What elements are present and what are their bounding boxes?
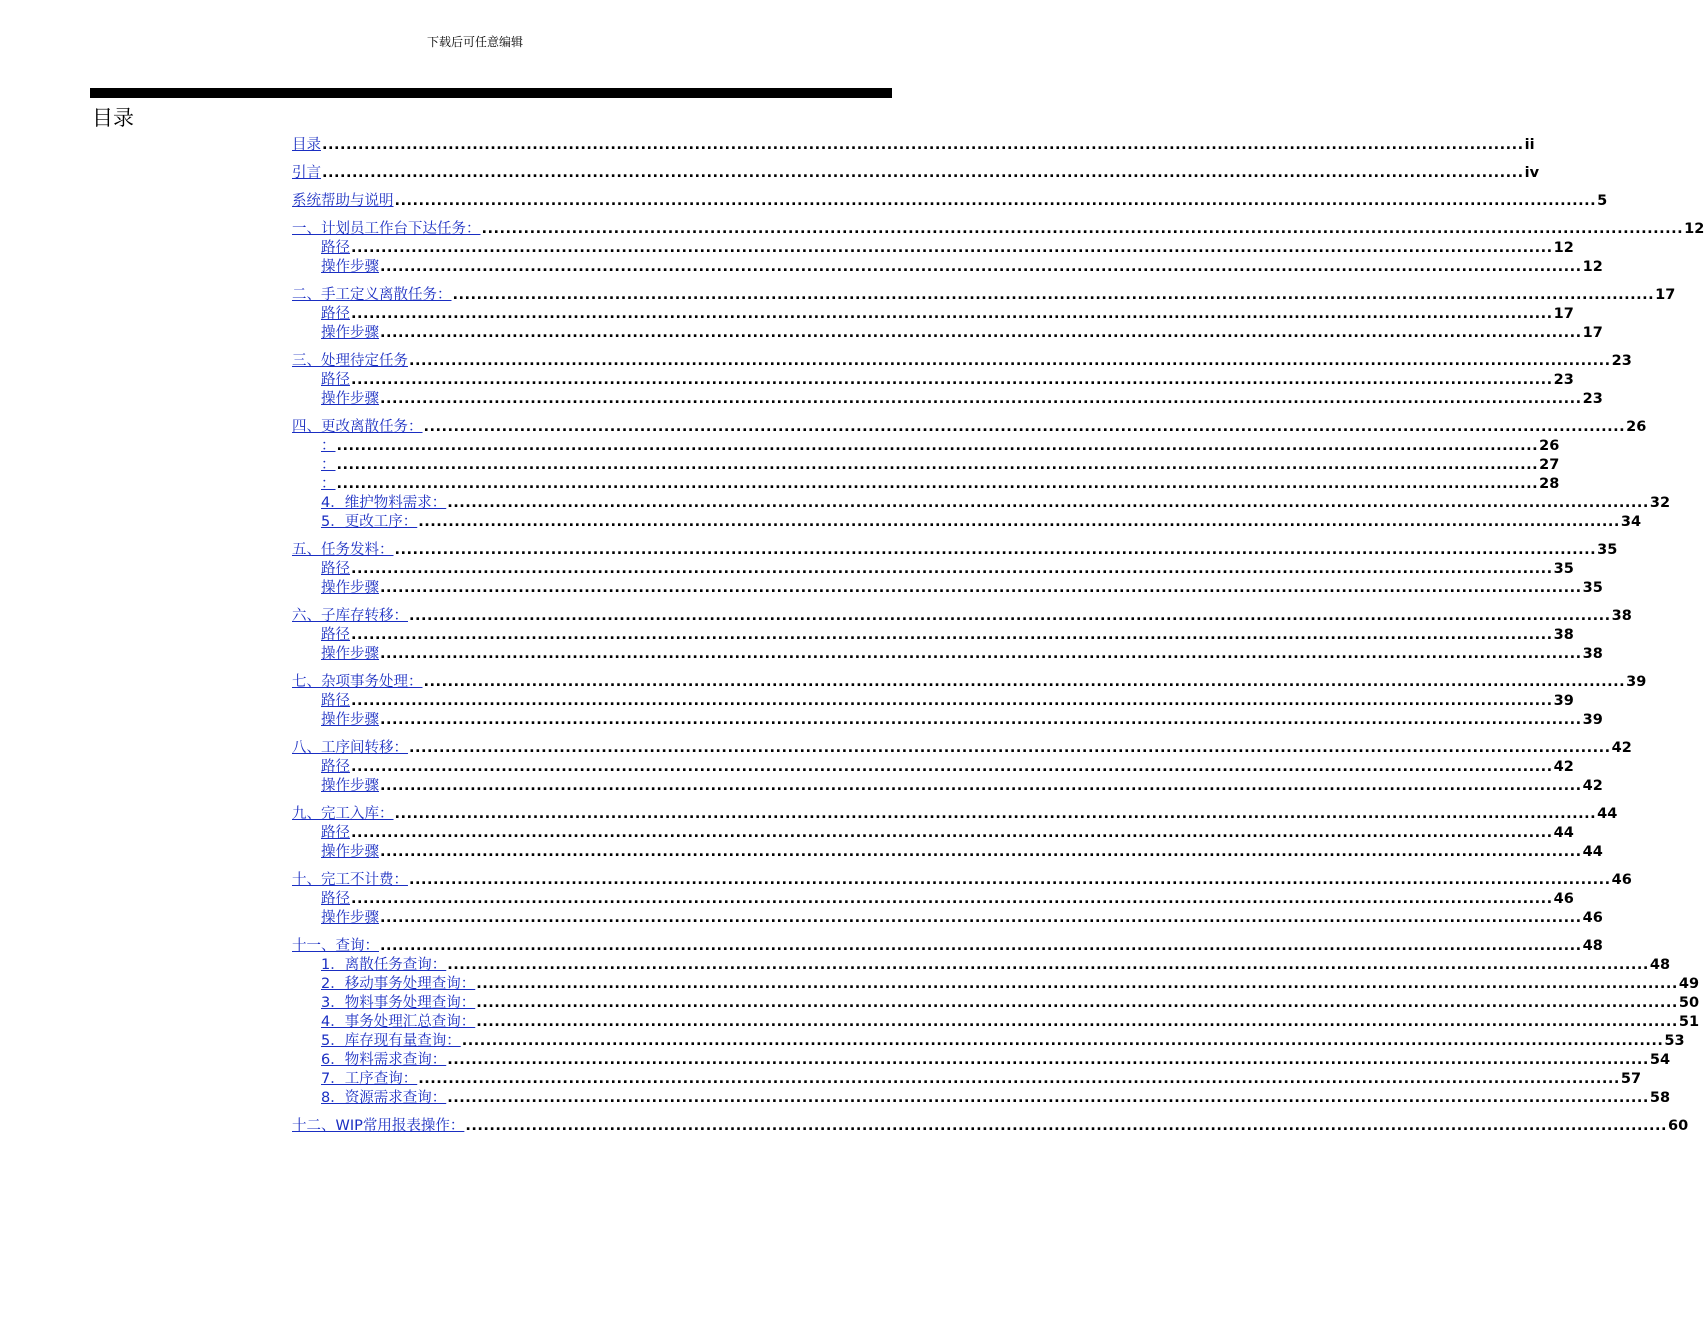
toc-entry xyxy=(292,1117,1689,1136)
dot-leader: ........................................................................................................................................................................................................ xyxy=(380,712,1582,728)
toc-page-number: 60 xyxy=(1668,1118,1689,1134)
toc-subentry xyxy=(292,692,1574,711)
toc-subentry xyxy=(292,579,1603,598)
toc-page-number: iv xyxy=(1524,165,1540,181)
toc-page-number: 53 xyxy=(1664,1033,1685,1049)
toc-subentry xyxy=(292,1013,1700,1032)
toc-page-number: 46 xyxy=(1582,910,1603,926)
dot-leader: ........................................................................................................................................................................................................ xyxy=(409,353,1611,369)
toc-entry xyxy=(292,937,1603,956)
toc-page-number: 48 xyxy=(1649,957,1671,973)
table-of-contents xyxy=(292,136,1704,1136)
toc-subentry xyxy=(292,956,1671,975)
toc-page-number: 32 xyxy=(1649,495,1671,511)
toc-page-number: 42 xyxy=(1611,740,1632,756)
toc-page-number: 26 xyxy=(1626,419,1647,435)
toc-entry-link[interactable]: 操作步骤 xyxy=(321,844,379,860)
toc-entry-link[interactable]: 3．物料事务处理查询： xyxy=(321,995,476,1011)
toc-subentry xyxy=(292,890,1574,909)
toc-page-number: 42 xyxy=(1553,759,1574,775)
toc-entry xyxy=(292,739,1632,758)
toc-entry-link[interactable]: 五、任务发料： xyxy=(292,542,394,558)
dot-leader: ........................................................................................................................................................................................................ xyxy=(380,580,1582,596)
toc-page-number: 17 xyxy=(1553,306,1574,322)
toc-entry-link[interactable]: 操作步骤 xyxy=(321,646,379,662)
dot-leader: ........................................................................................................................................................................................................ xyxy=(418,514,1620,530)
toc-entry xyxy=(292,541,1618,560)
toc-entry-link[interactable]: 路径 xyxy=(321,825,350,841)
toc-page-number: 42 xyxy=(1582,778,1603,794)
dot-leader: ........................................................................................................................................................................................................ xyxy=(380,844,1582,860)
toc-entry xyxy=(292,871,1632,890)
toc-page-number: 39 xyxy=(1626,674,1647,690)
toc-subentry xyxy=(292,626,1574,645)
toc-subentry xyxy=(292,390,1603,409)
dot-leader: ........................................................................................................................................................................................................ xyxy=(476,1014,1678,1030)
toc-entry-link[interactable]: 九、完工入库： xyxy=(292,806,394,822)
toc-page-number: 38 xyxy=(1611,608,1632,624)
toc-title: 目录 xyxy=(92,106,134,130)
toc-page-number: 38 xyxy=(1553,627,1574,643)
toc-subentry xyxy=(292,305,1574,324)
dot-leader: ........................................................................................................................................................................................................ xyxy=(447,957,1649,973)
toc-entry-link[interactable]: 4．事务处理汇总查询： xyxy=(321,1014,476,1030)
toc-page-number: ii xyxy=(1524,137,1535,153)
toc-page-number: 54 xyxy=(1649,1052,1671,1068)
toc-entry-link[interactable]: 5．更改工序： xyxy=(321,514,418,530)
dot-leader: ........................................................................................................................................................................................................ xyxy=(394,542,1597,558)
dot-leader: ........................................................................................................................................................................................................ xyxy=(423,419,1626,435)
toc-page-number: 44 xyxy=(1582,844,1603,860)
toc-entry-link[interactable]: 一、计划员工作台下达任务： xyxy=(292,221,481,237)
toc-entry-link[interactable]: 八、工序间转移： xyxy=(292,740,408,756)
toc-entry xyxy=(292,192,1608,211)
toc-entry-link[interactable]: 引言 xyxy=(292,165,321,181)
toc-subentry xyxy=(292,843,1603,862)
toc-entry xyxy=(292,607,1632,626)
toc-page-number: 23 xyxy=(1582,391,1603,407)
toc-subentry xyxy=(292,758,1574,777)
toc-subentry xyxy=(292,1051,1671,1070)
dot-leader: ........................................................................................................................................................................................................ xyxy=(461,1033,1664,1049)
dot-leader: ........................................................................................................................................................................................................ xyxy=(394,193,1597,209)
toc-page-number: 57 xyxy=(1620,1071,1642,1087)
dot-leader: ........................................................................................................................................................................................................ xyxy=(380,778,1582,794)
toc-entry-link[interactable]: ： xyxy=(321,438,336,454)
toc-entry xyxy=(292,164,1540,183)
dot-leader: ........................................................................................................................................................................................................ xyxy=(418,1071,1620,1087)
toc-page-number: 38 xyxy=(1582,646,1603,662)
toc-page-number: 23 xyxy=(1553,372,1574,388)
dot-leader: ........................................................................................................................................................................................................ xyxy=(447,1052,1649,1068)
dot-leader: ........................................................................................................................................................................................................ xyxy=(409,872,1611,888)
toc-entry-link[interactable]: ： xyxy=(321,476,336,492)
toc-subentry xyxy=(292,371,1574,390)
toc-entry-link[interactable]: 操作步骤 xyxy=(321,391,379,407)
toc-entry-link[interactable]: ： xyxy=(321,457,336,473)
toc-page-number: 17 xyxy=(1582,325,1603,341)
toc-entry-link[interactable]: 操作步骤 xyxy=(321,325,379,341)
toc-entry-link[interactable]: 十、完工不计费： xyxy=(292,872,408,888)
dot-leader: ........................................................................................................................................................................................................ xyxy=(351,891,1553,907)
toc-subentry xyxy=(292,324,1603,343)
toc-subentry xyxy=(292,513,1642,532)
dot-leader: ........................................................................................................................................................................................................ xyxy=(465,1118,1668,1134)
dot-leader: ........................................................................................................................................................................................................ xyxy=(336,438,1539,454)
toc-entry-link[interactable]: 路径 xyxy=(321,240,350,256)
dot-leader: ........................................................................................................................................................................................................ xyxy=(351,372,1553,388)
dot-leader: ........................................................................................................................................................................................................ xyxy=(409,740,1611,756)
toc-page-number: 44 xyxy=(1553,825,1574,841)
toc-entry-link[interactable]: 路径 xyxy=(321,306,350,322)
toc-entry-link[interactable]: 六、子库存转移： xyxy=(292,608,408,624)
dot-leader: ........................................................................................................................................................................................................ xyxy=(380,910,1582,926)
toc-entry-link[interactable]: 路径 xyxy=(321,693,350,709)
dot-leader: ........................................................................................................................................................................................................ xyxy=(394,806,1597,822)
dot-leader: ........................................................................................................................................................................................................ xyxy=(351,759,1553,775)
toc-page-number: 5 xyxy=(1597,193,1608,209)
toc-page-number: 12 xyxy=(1684,221,1704,237)
dot-leader: ........................................................................................................................................................................................................ xyxy=(452,287,1655,303)
toc-page-number: 51 xyxy=(1678,1014,1700,1030)
toc-entry-link[interactable]: 8．资源需求查询： xyxy=(321,1090,447,1106)
toc-page-number: 35 xyxy=(1597,542,1618,558)
toc-page-number: 48 xyxy=(1582,938,1603,954)
toc-page-number: 49 xyxy=(1678,976,1700,992)
toc-subentry xyxy=(292,824,1574,843)
toc-entry-link[interactable]: 操作步骤 xyxy=(321,778,379,794)
header-note: 下载后可任意编辑 xyxy=(426,35,523,49)
toc-subentry xyxy=(292,909,1603,928)
toc-entry-link[interactable]: 四、更改离散任务： xyxy=(292,419,423,435)
toc-subentry xyxy=(292,1070,1642,1089)
toc-entry-link[interactable]: 路径 xyxy=(321,627,350,643)
toc-entry-link[interactable]: 操作步骤 xyxy=(321,580,379,596)
dot-leader: ........................................................................................................................................................................................................ xyxy=(447,1090,1649,1106)
toc-page-number: 39 xyxy=(1582,712,1603,728)
toc-page-number: 50 xyxy=(1678,995,1700,1011)
toc-entry-link[interactable]: 路径 xyxy=(321,372,350,388)
toc-entry-link[interactable]: 目录 xyxy=(292,137,321,153)
toc-subentry xyxy=(292,777,1603,796)
toc-page-number: 12 xyxy=(1553,240,1574,256)
toc-page-number: 26 xyxy=(1539,438,1560,454)
toc-entry-link[interactable]: 操作步骤 xyxy=(321,259,379,275)
dot-leader: ........................................................................................................................................................................................................ xyxy=(336,476,1539,492)
toc-page-number: 44 xyxy=(1597,806,1618,822)
toc-subentry xyxy=(292,494,1671,513)
dot-leader: ........................................................................................................................................................................................................ xyxy=(351,825,1553,841)
toc-page-number: 12 xyxy=(1582,259,1603,275)
toc-entry-link[interactable]: 操作步骤 xyxy=(321,910,379,926)
toc-entry-link[interactable]: 1．离散任务查询： xyxy=(321,957,447,973)
toc-subentry xyxy=(292,711,1603,730)
dot-leader: ........................................................................................................................................................................................................ xyxy=(481,221,1684,237)
toc-entry-link[interactable]: 路径 xyxy=(321,561,350,577)
dot-leader: ........................................................................................................................................................................................................ xyxy=(380,259,1582,275)
toc-subentry xyxy=(292,437,1560,456)
toc-page-number: 46 xyxy=(1611,872,1632,888)
dot-leader: ........................................................................................................................................................................................................ xyxy=(476,976,1678,992)
toc-page-number: 34 xyxy=(1620,514,1642,530)
toc-entry xyxy=(292,352,1632,371)
toc-page-number: 23 xyxy=(1611,353,1632,369)
toc-page-number: 35 xyxy=(1553,561,1574,577)
dot-leader: ........................................................................................................................................................................................................ xyxy=(322,137,1524,153)
toc-entry-link[interactable]: 二、手工定义离散任务： xyxy=(292,287,452,303)
toc-entry-link[interactable]: 三、处理待定任务 xyxy=(292,353,408,369)
toc-subentry xyxy=(292,475,1560,494)
toc-entry xyxy=(292,220,1704,239)
dot-leader: ........................................................................................................................................................................................................ xyxy=(351,693,1553,709)
toc-entry-link[interactable]: 十二、WIP常用报表操作： xyxy=(292,1118,465,1134)
toc-subentry xyxy=(292,994,1700,1013)
toc-entry-link[interactable]: 5．库存现有量查询： xyxy=(321,1033,461,1049)
toc-page-number: 39 xyxy=(1553,693,1574,709)
toc-subentry xyxy=(292,456,1560,475)
dot-leader: ........................................................................................................................................................................................................ xyxy=(351,240,1553,256)
dot-leader: ........................................................................................................................................................................................................ xyxy=(380,391,1582,407)
toc-entry xyxy=(292,136,1535,155)
toc-entry-link[interactable]: 七、杂项事务处理： xyxy=(292,674,423,690)
toc-entry xyxy=(292,805,1618,824)
heading-rule xyxy=(90,88,892,98)
dot-leader: ........................................................................................................................................................................................................ xyxy=(336,457,1539,473)
toc-entry-link[interactable]: 4．维护物料需求： xyxy=(321,495,447,511)
toc-entry-link[interactable]: 路径 xyxy=(321,759,350,775)
dot-leader: ........................................................................................................................................................................................................ xyxy=(447,495,1649,511)
toc-entry-link[interactable]: 系统帮助与说明 xyxy=(292,193,394,209)
toc-page-number: 27 xyxy=(1539,457,1560,473)
toc-subentry xyxy=(292,560,1574,579)
dot-leader: ........................................................................................................................................................................................................ xyxy=(380,938,1582,954)
dot-leader: ........................................................................................................................................................................................................ xyxy=(322,165,1524,181)
toc-entry-link[interactable]: 操作步骤 xyxy=(321,712,379,728)
dot-leader: ........................................................................................................................................................................................................ xyxy=(380,325,1582,341)
toc-entry-link[interactable]: 路径 xyxy=(321,891,350,907)
toc-subentry xyxy=(292,239,1574,258)
toc-entry-link[interactable]: 十一、查询： xyxy=(292,938,379,954)
toc-entry-link[interactable]: 7．工序查询： xyxy=(321,1071,418,1087)
toc-subentry xyxy=(292,645,1603,664)
toc-page-number: 58 xyxy=(1649,1090,1671,1106)
toc-subentry xyxy=(292,1032,1685,1051)
dot-leader: ........................................................................................................................................................................................................ xyxy=(351,306,1553,322)
toc-entry-link[interactable]: 6．物料需求查询： xyxy=(321,1052,447,1068)
toc-page-number: 35 xyxy=(1582,580,1603,596)
dot-leader: ........................................................................................................................................................................................................ xyxy=(409,608,1611,624)
toc-subentry xyxy=(292,258,1603,277)
toc-entry xyxy=(292,286,1676,305)
dot-leader: ........................................................................................................................................................................................................ xyxy=(380,646,1582,662)
toc-page-number: 28 xyxy=(1539,476,1560,492)
toc-entry-link[interactable]: 2．移动事务处理查询： xyxy=(321,976,476,992)
toc-entry xyxy=(292,418,1647,437)
toc-subentry xyxy=(292,975,1700,994)
toc-page-number: 17 xyxy=(1655,287,1676,303)
dot-leader: ........................................................................................................................................................................................................ xyxy=(423,674,1626,690)
toc-entry xyxy=(292,673,1647,692)
dot-leader: ........................................................................................................................................................................................................ xyxy=(351,627,1553,643)
dot-leader: ........................................................................................................................................................................................................ xyxy=(351,561,1553,577)
toc-page-number: 46 xyxy=(1553,891,1574,907)
toc-subentry xyxy=(292,1089,1671,1108)
dot-leader: ........................................................................................................................................................................................................ xyxy=(476,995,1678,1011)
